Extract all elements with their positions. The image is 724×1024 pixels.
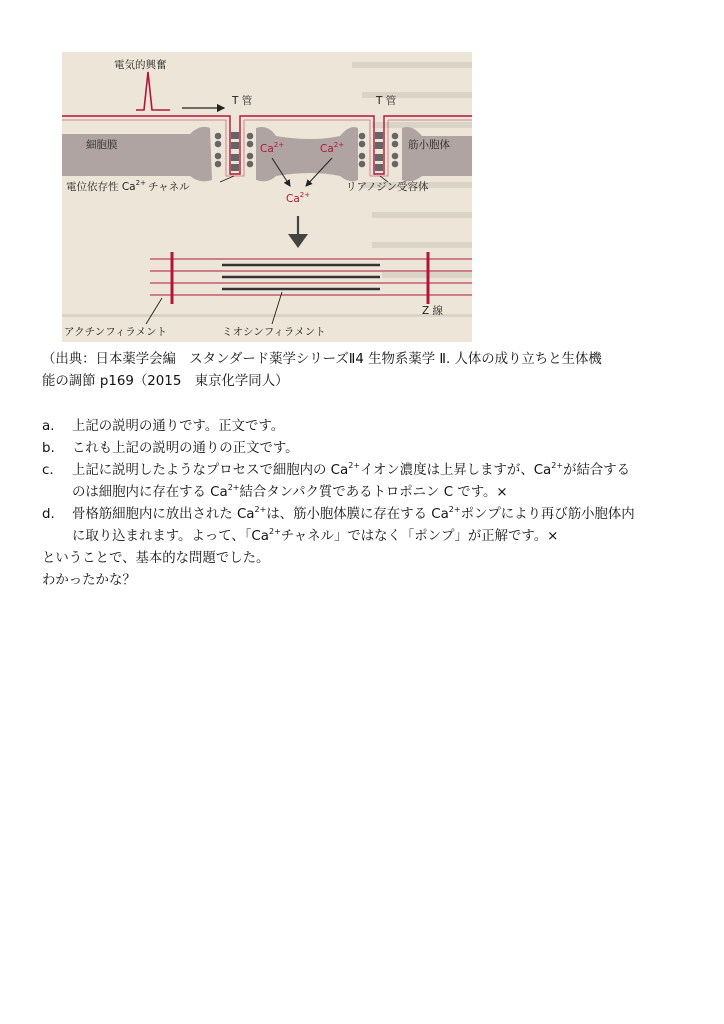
label-voltage-gated-ca-channel: 電位依存性 $Ca^{2+}$ チャネル [66, 179, 190, 193]
label-sarcoplasmic-reticulum: 筋小胞体 [408, 139, 450, 151]
muscle-excitation-contraction-figure [62, 52, 472, 342]
label-z-line: Z 線 [422, 305, 444, 317]
item-text-line-1: 上記に説明したようなプロセスで細胞内の $Ca^{2+}$イオン濃度は上昇しますが、$Ca^{2+}$が結合する [72, 461, 631, 478]
source-citation-line-2: 能の調節 p169（2015 東京化学同人） [42, 374, 289, 389]
contraction-arrow-head [288, 234, 308, 248]
label-ca-released: $Ca^{2+}$ [286, 191, 311, 205]
label-ca-right: $Ca^{2+}$ [320, 141, 345, 155]
label-t-tubule-right: T 管 [376, 95, 397, 107]
item-text: これも上記の説明の通りの正文です。 [72, 441, 299, 456]
label-excitation: 電気的興奮 [114, 59, 167, 71]
item-text: 上記の説明の通りです。正文です。 [72, 419, 285, 434]
label-ryanodine-receptor: リアノジン受容体 [346, 181, 429, 193]
label-cell-membrane: 細胞膜 [86, 139, 118, 151]
item-marker: d. [42, 507, 55, 522]
item-marker: b. [42, 441, 55, 456]
item-text-line-2: に取り込まれます。よって、「$Ca^{2+}$チャネル」ではなく「ポンプ」が正解です。× [72, 527, 559, 544]
sarcoplasmic-reticulum-left [62, 127, 212, 181]
myosin-filaments [222, 265, 380, 289]
action-potential-spike [136, 72, 170, 110]
item-text-line-1: 骨格筋細胞内に放出された $Ca^{2+}$は、筋小胞体膜に存在する $Ca^{2+}$ポンプにより再び筋小胞体内 [72, 505, 635, 522]
label-actin-filament: アクチンフィラメント [64, 326, 168, 338]
label-t-tubule-left: T 管 [232, 95, 253, 107]
label-ca-left: $Ca^{2+}$ [260, 141, 285, 155]
source-citation-line-1: （出典：日本薬学会編 スタンダード薬学シリーズⅡ4 生物系薬学 Ⅱ. 人体の成り立ちと生体機 [42, 352, 602, 367]
figure-diagram [62, 52, 472, 342]
pointer-vdcc [220, 176, 234, 182]
sarcoplasmic-reticulum-right [402, 127, 472, 181]
item-marker: a. [42, 419, 55, 434]
channel-cluster-right [359, 132, 399, 171]
item-text-line-2: のは細胞内に存在する $Ca^{2+}$結合タンパク質であるトロポニン C です。× [72, 483, 508, 500]
item-marker: c. [42, 463, 54, 478]
label-myosin-filament: ミオシンフィラメント [222, 326, 326, 338]
channel-cluster-left [215, 132, 254, 171]
closing-line-2: わかったかな？ [42, 573, 136, 588]
closing-line-1: ということで、基本的な問題でした。 [42, 551, 270, 566]
